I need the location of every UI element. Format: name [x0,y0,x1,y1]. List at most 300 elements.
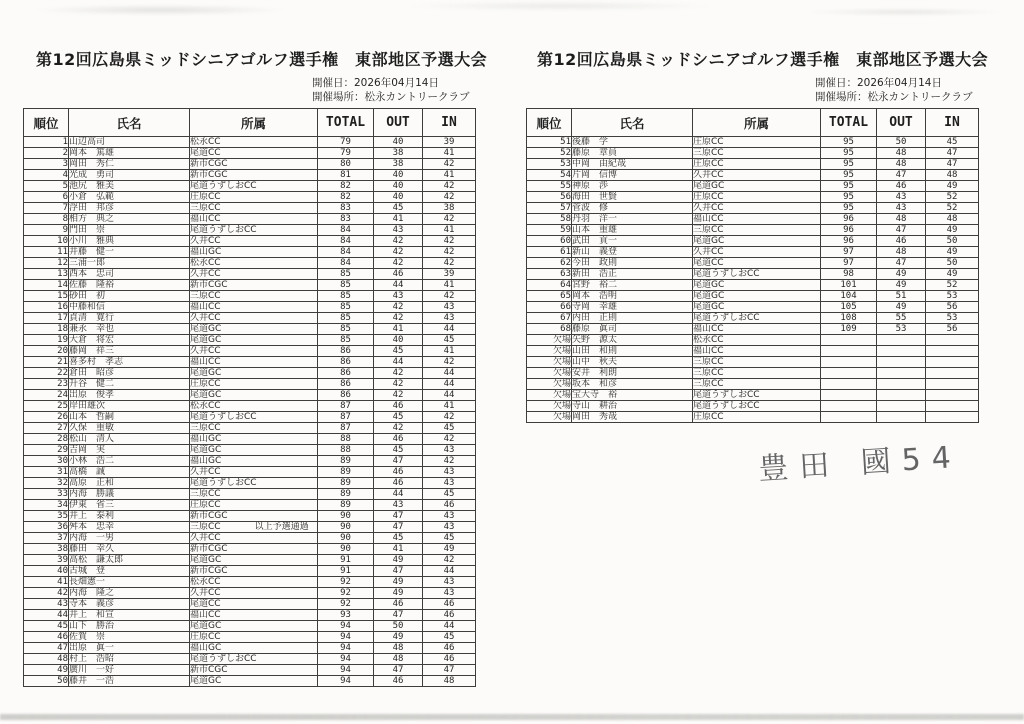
table-row [24,280,476,291]
name-cell: 山辺高司 [69,137,190,148]
event-venue: 開催場所：松永カントリークラブ [815,91,973,103]
club-cell: 新市CGC [190,665,318,676]
rank-cell: 68 [527,324,572,335]
table-row [527,225,979,236]
in-cell: 48 [423,676,476,687]
rank-cell: 57 [527,203,572,214]
total-cell: 87 [318,401,374,412]
table-row [24,412,476,423]
in-cell: 50 [926,236,979,247]
club-cell: 尾道CC [190,148,318,159]
table-row [24,632,476,643]
table-row [24,236,476,247]
out-cell: 41 [374,544,423,555]
in-cell: 45 [423,489,476,500]
club-cell: 尾道うずしおCC [693,390,821,401]
out-cell: 49 [374,577,423,588]
club-cell: 尾道GC [190,621,318,632]
rank-cell: 14 [24,280,69,291]
total-cell [821,335,877,346]
rank-cell: 26 [24,412,69,423]
name-cell: 後藤 学 [572,137,693,148]
rank-cell: 41 [24,577,69,588]
table-row [24,544,476,555]
rank-cell: 3 [24,159,69,170]
in-cell: 52 [926,280,979,291]
total-cell: 85 [318,280,374,291]
name-cell: 新田 浩正 [572,269,693,280]
club-cell: 福山GC [190,456,318,467]
total-cell: 94 [318,676,374,687]
club-cell: 尾道GC [190,335,318,346]
in-cell: 43 [423,478,476,489]
out-cell: 49 [374,555,423,566]
table-row [527,335,979,346]
table-row [24,566,476,577]
rank-cell: 20 [24,346,69,357]
name-cell: 大倉 将宏 [69,335,190,346]
total-cell: 79 [318,148,374,159]
in-cell: 56 [926,302,979,313]
name-cell: 久保 重敏 [69,423,190,434]
table-row [24,203,476,214]
in-cell: 44 [423,390,476,401]
rank-cell: 38 [24,544,69,555]
club-name: 三原CC [190,522,221,532]
club-cell: 福山CC [190,610,318,621]
rank-cell: 62 [527,258,572,269]
table-row [527,357,979,368]
table-row [24,610,476,621]
in-cell: 49 [423,544,476,555]
total-cell: 96 [821,225,877,236]
in-cell: 49 [926,225,979,236]
column-header: 氏名 [572,109,693,137]
club-cell: 久井CC [693,247,821,258]
out-cell: 47 [374,456,423,467]
club-cell: 尾道GC [190,368,318,379]
rank-cell: 53 [527,159,572,170]
name-cell: 池尻 雅美 [69,181,190,192]
out-cell: 41 [374,214,423,225]
club-cell: 福山GC [190,643,318,654]
in-cell: 41 [423,346,476,357]
club-cell [190,522,318,533]
name-cell: 藤原 眞司 [572,324,693,335]
table-row [527,247,979,258]
club-cell: 福山GC [190,434,318,445]
event-date: 開催日：2026年04月14日 [815,77,942,89]
name-cell: 坂本 和彦 [572,379,693,390]
club-cell: 尾道GC [693,291,821,302]
in-cell: 45 [423,335,476,346]
name-cell: 倉田 昭彦 [69,368,190,379]
out-cell: 44 [374,280,423,291]
total-cell: 89 [318,500,374,511]
in-cell: 48 [926,170,979,181]
club-cell: 尾道GC [190,390,318,401]
club-cell: 三原CC [190,489,318,500]
club-cell: 新市CGC [190,566,318,577]
name-cell: 岡本 篤雄 [69,148,190,159]
club-cell: 尾道GC [693,236,821,247]
total-cell: 92 [318,588,374,599]
out-cell: 43 [374,500,423,511]
total-cell: 88 [318,434,374,445]
total-cell: 89 [318,467,374,478]
total-cell: 90 [318,544,374,555]
rank-cell: 66 [527,302,572,313]
club-cell: 久井CC [190,588,318,599]
total-cell: 87 [318,412,374,423]
table-row [24,643,476,654]
name-cell: 山本 重雄 [572,225,693,236]
club-cell: 松永CC [693,335,821,346]
table-row [24,170,476,181]
total-cell: 105 [821,302,877,313]
rank-cell: 46 [24,632,69,643]
table-row [24,522,476,533]
rank-cell: 欠場 [527,379,572,390]
table-row [24,434,476,445]
name-cell: 貞清 寛行 [69,313,190,324]
out-cell: 45 [374,445,423,456]
table-row [24,588,476,599]
out-cell: 42 [374,423,423,434]
table-row [24,137,476,148]
in-cell: 52 [926,192,979,203]
total-cell: 85 [318,335,374,346]
in-cell: 43 [423,467,476,478]
name-cell: 出原 俊孝 [69,390,190,401]
out-cell [877,412,926,423]
name-cell: 山中 秋夫 [572,357,693,368]
table-row [24,401,476,412]
club-cell: 松永CC [190,258,318,269]
total-cell: 82 [318,181,374,192]
table-row [24,214,476,225]
in-cell: 43 [423,522,476,533]
total-cell: 90 [318,533,374,544]
in-cell: 44 [423,566,476,577]
club-cell: 新市CGC [190,544,318,555]
table-row [527,170,979,181]
rank-cell: 21 [24,357,69,368]
club-cell: 庄原CC [693,159,821,170]
name-cell: 小林 浩二 [69,456,190,467]
in-cell: 42 [423,258,476,269]
club-cell: 三原CC [693,225,821,236]
total-cell: 95 [821,203,877,214]
out-cell: 53 [877,324,926,335]
in-cell: 43 [423,511,476,522]
rank-cell: 4 [24,170,69,181]
name-cell: 安井 利朗 [572,368,693,379]
rank-cell: 63 [527,269,572,280]
club-cell: 新市CGC [190,280,318,291]
in-cell [926,412,979,423]
in-cell: 56 [926,324,979,335]
table-header [24,109,476,137]
out-cell: 42 [374,379,423,390]
table-row [24,511,476,522]
event-meta [312,76,470,104]
name-cell: 吉岡 実 [69,445,190,456]
out-cell: 48 [374,654,423,665]
name-cell: 寺本 義彦 [69,599,190,610]
in-cell: 45 [423,533,476,544]
name-cell: 廣川 一好 [69,665,190,676]
column-header: IN [926,109,979,137]
table-row [527,324,979,335]
name-cell: 内海 隆之 [69,588,190,599]
table-row [527,181,979,192]
table-row [24,577,476,588]
name-cell: 舛本 忠幸 [69,522,190,533]
table-row [24,357,476,368]
club-cell: 松永CC [190,577,318,588]
in-cell: 45 [423,423,476,434]
in-cell: 46 [423,500,476,511]
club-cell: 福山CC [190,357,318,368]
column-header: 所属 [693,109,821,137]
total-cell: 97 [821,258,877,269]
out-cell: 43 [374,291,423,302]
out-cell: 46 [374,467,423,478]
club-cell: 久井CC [190,236,318,247]
rank-cell: 6 [24,192,69,203]
table-row [24,258,476,269]
out-cell: 49 [877,302,926,313]
table-row [527,214,979,225]
event-meta [815,76,973,104]
in-cell: 44 [423,368,476,379]
total-cell: 83 [318,203,374,214]
in-cell: 42 [423,214,476,225]
in-cell: 43 [423,577,476,588]
out-cell: 47 [374,522,423,533]
club-cell: 尾道うずしおCC [190,478,318,489]
club-cell: 久井CC [190,313,318,324]
out-cell [877,357,926,368]
name-cell: 藤井 一浩 [69,676,190,687]
total-cell: 85 [318,324,374,335]
in-cell: 38 [423,203,476,214]
out-cell: 48 [877,159,926,170]
club-cell: 福山CC [693,346,821,357]
rank-cell: 32 [24,478,69,489]
out-cell: 44 [374,489,423,500]
total-cell: 85 [318,291,374,302]
name-cell: 山田 和則 [572,346,693,357]
table-row [527,258,979,269]
in-cell: 42 [423,236,476,247]
in-cell [926,390,979,401]
name-cell: 佐藤 隆裕 [69,280,190,291]
name-cell: 中岡 由紀哉 [572,159,693,170]
name-cell: 砂田 初 [69,291,190,302]
table-row [527,236,979,247]
total-cell: 95 [821,181,877,192]
out-cell: 43 [877,203,926,214]
out-cell: 48 [877,247,926,258]
column-header: 所属 [190,109,318,137]
in-cell: 53 [926,313,979,324]
table-row [24,324,476,335]
rank-cell: 7 [24,203,69,214]
rank-cell: 11 [24,247,69,258]
rank-cell: 17 [24,313,69,324]
out-cell: 40 [374,192,423,203]
in-cell: 47 [926,148,979,159]
rank-cell: 10 [24,236,69,247]
out-cell: 46 [877,236,926,247]
page-title: 第12回広島県ミッドシニアゴルフ選手権 東部地区予選大会 [36,50,488,69]
in-cell: 42 [423,555,476,566]
table-row [24,390,476,401]
name-cell: 寺岡 幸雄 [572,302,693,313]
in-cell: 44 [423,379,476,390]
club-cell: 庄原CC [190,379,318,390]
out-cell: 43 [374,225,423,236]
club-cell: 尾道GC [190,676,318,687]
in-cell: 47 [423,665,476,676]
table-row [527,412,979,423]
table-row [24,291,476,302]
name-cell: 武田 貢一 [572,236,693,247]
table-row [527,148,979,159]
in-cell: 49 [926,181,979,192]
club-cell: 三原CC [693,379,821,390]
rank-cell: 13 [24,269,69,280]
out-cell: 40 [374,335,423,346]
rank-cell: 欠場 [527,368,572,379]
total-cell: 95 [821,192,877,203]
rank-cell: 8 [24,214,69,225]
name-cell: 相方 典之 [69,214,190,225]
name-cell: 村上 浩昭 [69,654,190,665]
rank-cell: 39 [24,555,69,566]
name-cell: 山下 勝治 [69,621,190,632]
rank-cell: 25 [24,401,69,412]
in-cell: 42 [423,192,476,203]
total-cell: 94 [318,643,374,654]
table-row [24,555,476,566]
column-header: TOTAL [318,109,374,137]
club-cell: 尾道うずしおCC [693,269,821,280]
total-cell: 89 [318,489,374,500]
table-row [24,654,476,665]
rank-cell: 45 [24,621,69,632]
name-cell: 今田 政則 [572,258,693,269]
in-cell: 43 [423,588,476,599]
club-cell: 三原CC [190,203,318,214]
name-cell: 小倉 弘範 [69,192,190,203]
out-cell: 48 [877,148,926,159]
page-title: 第12回広島県ミッドシニアゴルフ選手権 東部地区予選大会 [537,50,989,69]
table-row [24,368,476,379]
table-row [24,313,476,324]
rank-cell: 欠場 [527,390,572,401]
in-cell: 41 [423,401,476,412]
out-cell: 45 [374,533,423,544]
table-row [527,159,979,170]
table-row [527,192,979,203]
total-cell: 86 [318,357,374,368]
name-cell: 片岡 信博 [572,170,693,181]
out-cell: 49 [374,588,423,599]
total-cell: 86 [318,379,374,390]
out-cell: 45 [374,412,423,423]
rank-cell: 18 [24,324,69,335]
total-cell: 95 [821,148,877,159]
out-cell: 48 [877,214,926,225]
out-cell: 46 [374,599,423,610]
out-cell: 46 [374,676,423,687]
rank-cell: 36 [24,522,69,533]
out-cell: 47 [877,170,926,181]
out-cell: 45 [374,346,423,357]
name-cell: 岸田雄次 [69,401,190,412]
in-cell: 46 [423,610,476,621]
name-cell: 門田 崇 [69,225,190,236]
club-cell: 尾道うずしおCC [693,313,821,324]
name-cell: 松山 清人 [69,434,190,445]
in-cell: 41 [423,148,476,159]
table-row [24,676,476,687]
in-cell: 39 [423,269,476,280]
in-cell: 49 [926,269,979,280]
in-cell: 42 [423,247,476,258]
total-cell: 109 [821,324,877,335]
rank-cell: 47 [24,643,69,654]
name-cell: 宮野 裕二 [572,280,693,291]
rank-cell: 43 [24,599,69,610]
out-cell [877,401,926,412]
club-cell: 松永CC [190,137,318,148]
total-cell: 85 [318,302,374,313]
table-row [527,137,979,148]
rank-cell: 2 [24,148,69,159]
in-cell: 44 [423,621,476,632]
column-header: IN [423,109,476,137]
rank-cell: 35 [24,511,69,522]
club-cell: 三原CC [190,291,318,302]
total-cell: 86 [318,368,374,379]
in-cell: 42 [423,357,476,368]
rank-cell: 44 [24,610,69,621]
out-cell: 48 [374,643,423,654]
name-cell: 兼永 幸也 [69,324,190,335]
in-cell: 49 [926,247,979,258]
in-cell: 42 [423,434,476,445]
in-cell [926,368,979,379]
table-header [527,109,979,137]
out-cell: 42 [374,302,423,313]
rank-cell: 52 [527,148,572,159]
event-date: 開催日：2026年04月14日 [312,77,439,89]
column-header: 氏名 [69,109,190,137]
in-cell: 43 [423,313,476,324]
name-cell: 長畑憲一 [69,577,190,588]
name-cell: 新山 義登 [572,247,693,258]
total-cell: 81 [318,170,374,181]
table-row [24,423,476,434]
name-cell: 高松 謙太郎 [69,555,190,566]
in-cell: 46 [423,599,476,610]
out-cell: 43 [877,192,926,203]
name-cell: 出原 眞一 [69,643,190,654]
